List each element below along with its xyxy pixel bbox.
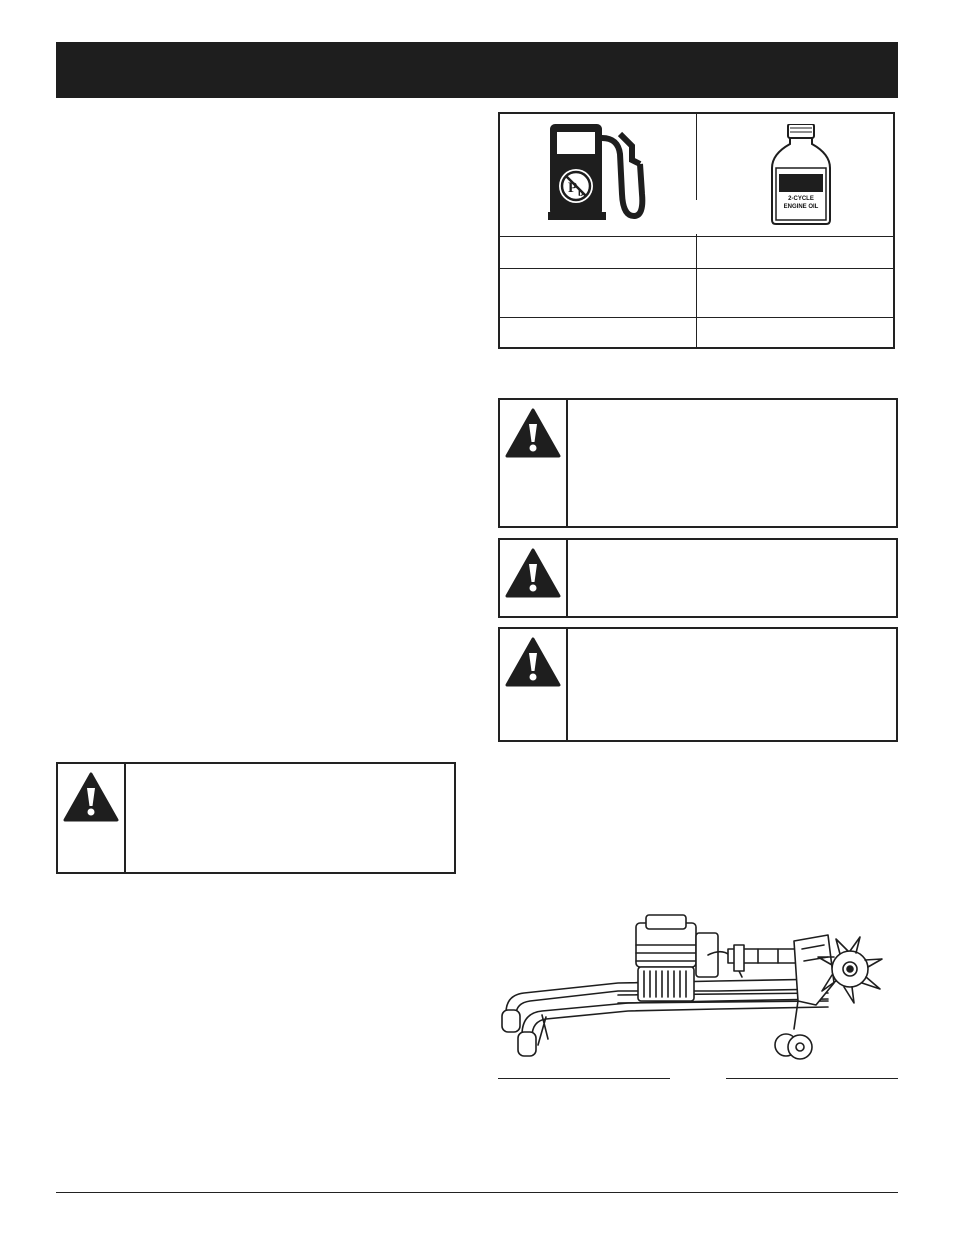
table-rule xyxy=(500,317,893,318)
figure-caption-rule xyxy=(498,1078,670,1079)
warning-box xyxy=(498,538,898,618)
header-bar xyxy=(56,42,898,98)
warning-box xyxy=(498,627,898,742)
oil-label-line2: ENGINE OIL xyxy=(783,204,819,210)
warning-triangle-icon xyxy=(505,548,561,598)
warning-box xyxy=(498,398,898,528)
oil-label-line1: 2-CYCLE xyxy=(788,196,814,202)
fuel-mix-table xyxy=(498,112,895,349)
table-rule xyxy=(500,236,893,237)
warning-triangle-icon xyxy=(505,408,561,458)
svg-text:b: b xyxy=(578,188,584,199)
svg-text:P: P xyxy=(568,180,578,196)
warning-triangle-icon xyxy=(505,637,561,687)
table-divider xyxy=(696,234,697,349)
table-divider xyxy=(696,114,697,200)
tiller-illustration xyxy=(498,905,898,1075)
warning-divider xyxy=(124,764,126,872)
warning-box xyxy=(56,762,456,874)
oil-bottle-icon xyxy=(766,124,836,228)
warning-divider xyxy=(566,540,568,616)
figure-caption-rule xyxy=(726,1078,898,1079)
warning-triangle-icon xyxy=(63,772,119,822)
warning-divider xyxy=(566,400,568,526)
fuel-pump-unleaded-icon xyxy=(548,124,648,224)
table-rule xyxy=(500,268,893,269)
warning-divider xyxy=(566,629,568,740)
footer-rule xyxy=(56,1192,898,1193)
